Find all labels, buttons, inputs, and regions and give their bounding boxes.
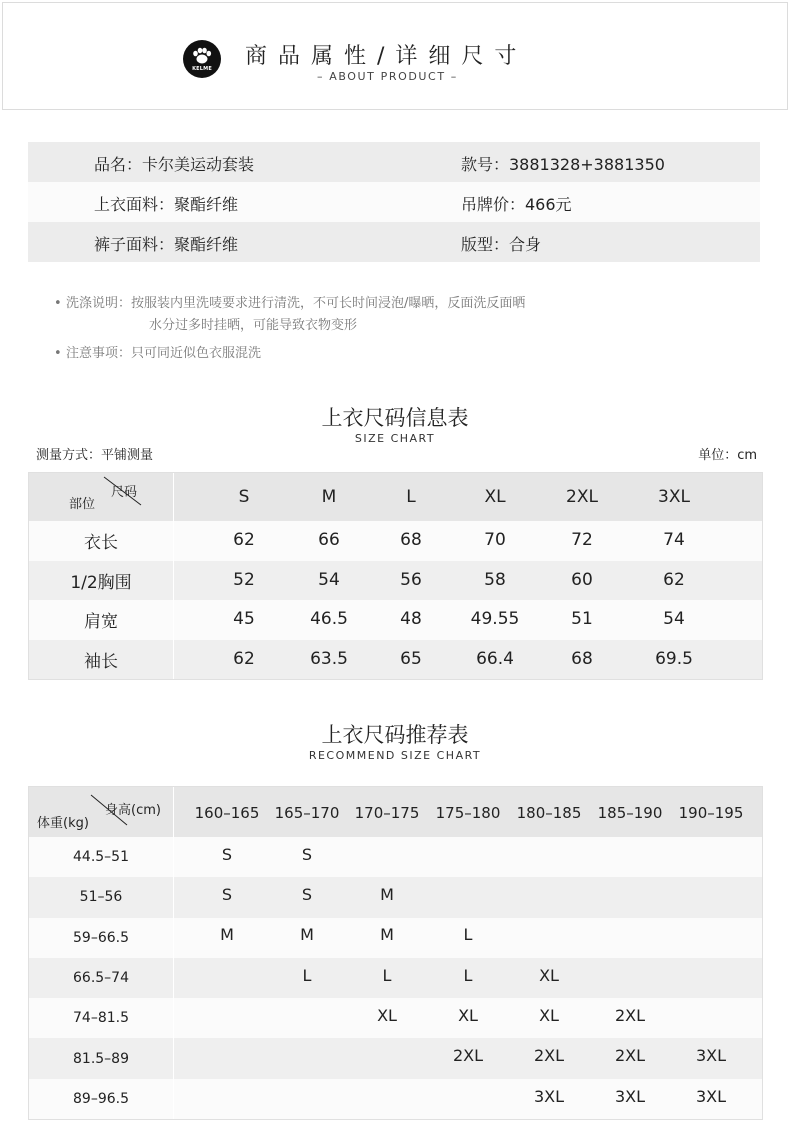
table-cell: 66 — [318, 530, 340, 550]
property-row — [28, 222, 760, 262]
fit-type: 版型：合身 — [461, 235, 542, 254]
product-name: 品名：卡尔美运动套装 — [94, 155, 255, 174]
table-cell: L — [382, 965, 392, 985]
height-header: 160–165 — [194, 804, 260, 822]
size-header: L — [406, 487, 416, 507]
table-cell: 51 — [571, 609, 593, 630]
table-row — [29, 1038, 762, 1078]
recommend-chart-table — [28, 786, 763, 1120]
row-label: 89–96.5 — [29, 1079, 174, 1119]
diagonal-divider — [29, 473, 174, 521]
table-cell: L — [302, 965, 312, 985]
size-chart-subtitle: SIZE CHART — [354, 432, 436, 445]
table-cell: 46.5 — [310, 609, 348, 630]
table-cell: 2XL — [614, 1046, 646, 1066]
recommend-chart-title: 上衣尺码推荐表 — [321, 723, 469, 747]
paw-icon — [183, 40, 221, 78]
top-fabric: 上衣面料：聚酯纤维 — [94, 195, 239, 214]
pants-fabric: 裤子面料：聚酯纤维 — [94, 235, 239, 254]
height-header: 165–170 — [274, 804, 340, 822]
height-header: 175–180 — [435, 804, 501, 822]
table-cell: 2XL — [614, 1006, 646, 1026]
table-cell: 69.5 — [655, 648, 693, 669]
table-cell: M — [380, 924, 394, 944]
corner-top-label: 尺码 — [111, 485, 138, 500]
table-row — [29, 600, 762, 640]
corner-bottom-label: 体重(kg) — [37, 816, 89, 831]
row-label: 66.5–74 — [29, 958, 174, 998]
product-properties — [28, 142, 760, 263]
table-cell: 3XL — [695, 1086, 727, 1106]
table-cell: M — [220, 924, 234, 944]
table-row — [29, 837, 762, 877]
table-cell: S — [301, 885, 313, 905]
row-label: 袖长 — [29, 640, 174, 680]
table-cell: 2XL — [533, 1046, 565, 1066]
table-cell: 70 — [484, 530, 506, 550]
table-cell: M — [380, 885, 394, 905]
size-chart-table — [28, 472, 763, 680]
table-cell: 68 — [571, 648, 593, 669]
table-cell: 72 — [571, 530, 593, 550]
row-label: 81.5–89 — [29, 1038, 174, 1078]
table-cell: 2XL — [452, 1046, 484, 1066]
table-cell: 58 — [484, 569, 506, 590]
size-header: M — [321, 487, 337, 507]
size-header: 2XL — [566, 487, 598, 507]
unit-label: 单位：cm — [698, 448, 757, 463]
size-header: XL — [484, 487, 506, 507]
table-cell: L — [463, 965, 473, 985]
table-cell: 54 — [663, 609, 685, 630]
measure-method: 测量方式：平铺测量 — [36, 448, 154, 463]
table-cell: 60 — [571, 569, 593, 590]
table-cell: M — [300, 924, 314, 944]
table-row — [29, 877, 762, 917]
table-cell: 62 — [233, 648, 255, 669]
size-header: 3XL — [658, 487, 690, 507]
table-cell: 45 — [233, 609, 255, 630]
table-cell: 74 — [663, 530, 685, 550]
table-header-row — [29, 473, 762, 521]
table-header-row — [29, 787, 762, 837]
page-title: 商品属性/详细尺寸 — [245, 44, 528, 69]
bullet-icon: • — [54, 296, 62, 311]
kelme-logo — [183, 40, 221, 78]
row-label: 74–81.5 — [29, 998, 174, 1038]
table-row — [29, 561, 762, 601]
attention-text: 注意事项：只可同近似色衣服混洗 — [66, 346, 262, 361]
tag-price: 吊牌价：466元 — [461, 195, 572, 214]
table-cell: 54 — [318, 569, 340, 590]
table-row — [29, 1079, 762, 1119]
table-cell: 49.55 — [470, 609, 520, 630]
table-cell: 65 — [400, 648, 422, 669]
row-label: 衣长 — [29, 521, 174, 561]
style-number: 款号：3881328+3881350 — [461, 155, 665, 174]
logo-text: KELME — [192, 66, 212, 72]
corner-top-label: 身高(cm) — [105, 803, 161, 818]
table-row — [29, 958, 762, 998]
table-cell: 62 — [233, 530, 255, 550]
table-cell: 48 — [400, 609, 422, 630]
wash-line-2: 水分过多时挂晒，可能导致衣物变形 — [149, 318, 358, 333]
table-row — [29, 640, 762, 680]
table-cell: 3XL — [695, 1046, 727, 1066]
table-row — [29, 521, 762, 561]
height-header: 185–190 — [597, 804, 663, 822]
table-cell: 52 — [233, 569, 255, 590]
table-cell: 68 — [400, 530, 422, 550]
care-notes — [54, 293, 525, 365]
table-corner — [29, 787, 174, 837]
table-cell: XL — [377, 1006, 397, 1026]
row-label: 59–66.5 — [29, 918, 174, 958]
table-cell: XL — [539, 965, 559, 985]
table-cell: 3XL — [614, 1086, 646, 1106]
table-row — [29, 918, 762, 958]
recommend-chart-subtitle: RECOMMEND SIZE CHART — [308, 749, 482, 762]
table-cell: 56 — [400, 569, 422, 590]
table-cell: S — [221, 845, 233, 864]
size-header: S — [238, 487, 250, 507]
table-cell: 63.5 — [310, 648, 348, 669]
height-header: 190–195 — [678, 804, 744, 822]
table-row — [29, 998, 762, 1038]
corner-bottom-label: 部位 — [69, 497, 96, 512]
wash-line-1: 洗涤说明：按服装内里洗唛要求进行清洗，不可长时间浸泡/曝晒，反面洗反面晒 — [66, 296, 526, 311]
table-cell: XL — [458, 1006, 478, 1026]
wash-instructions — [54, 293, 525, 337]
property-row — [28, 142, 760, 182]
bullet-icon: • — [54, 346, 62, 361]
table-cell: 66.4 — [476, 648, 514, 669]
row-label: 肩宽 — [29, 600, 174, 640]
property-row — [28, 182, 760, 222]
table-cell: S — [221, 885, 233, 905]
attention-note — [54, 343, 525, 365]
header-box — [2, 2, 788, 110]
height-header: 170–175 — [354, 804, 420, 822]
table-cell: XL — [539, 1006, 559, 1026]
height-header: 180–185 — [516, 804, 582, 822]
table-cell: 3XL — [533, 1086, 565, 1106]
row-label: 51–56 — [29, 877, 174, 917]
row-label: 1/2胸围 — [29, 561, 174, 601]
table-cell: 62 — [663, 569, 685, 590]
table-cell: S — [301, 845, 313, 864]
table-corner — [29, 473, 174, 521]
row-label: 44.5–51 — [29, 837, 174, 877]
size-chart-title: 上衣尺码信息表 — [321, 406, 469, 430]
table-cell: L — [463, 924, 473, 944]
page-subtitle: – ABOUT PRODUCT – — [317, 70, 458, 83]
